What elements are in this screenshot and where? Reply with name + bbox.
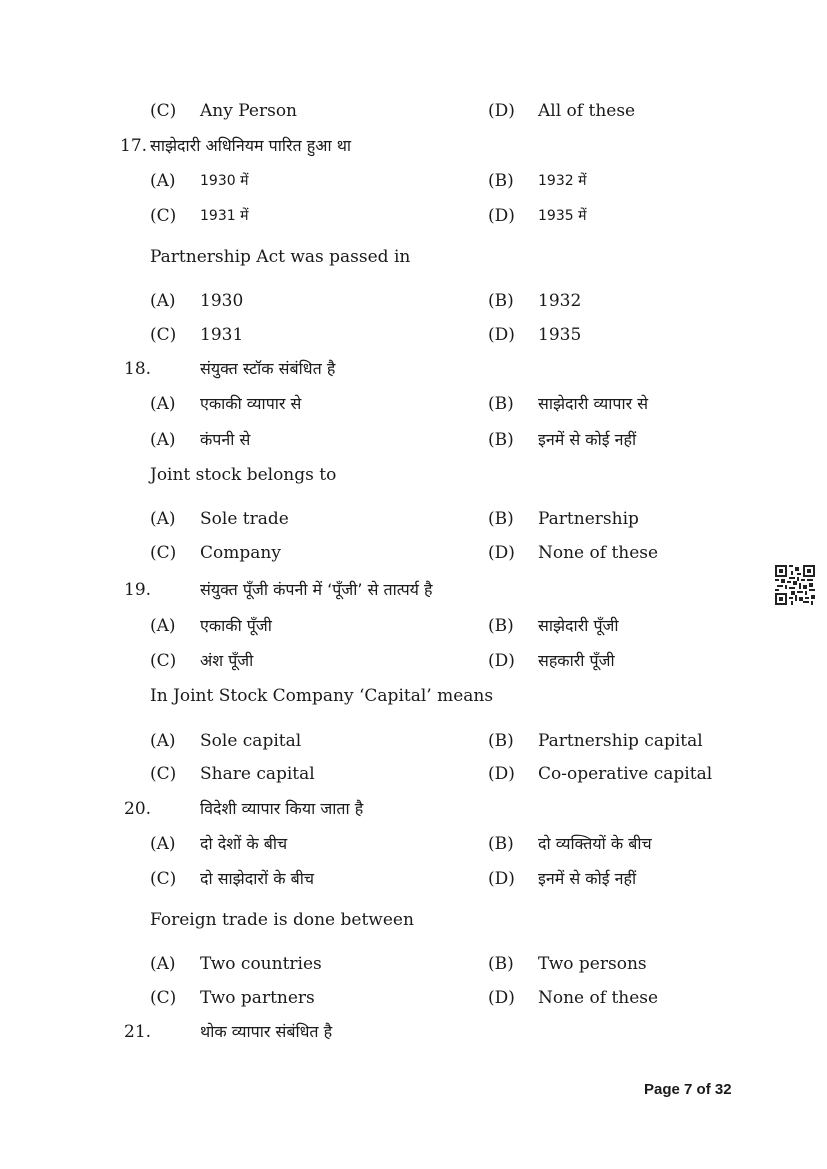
option-text: 1935: [538, 325, 582, 345]
option-label: (D): [488, 869, 515, 889]
option-label: (B): [488, 731, 514, 751]
option-label: (A): [150, 291, 176, 311]
option-label: (D): [488, 543, 515, 563]
question-english: In Joint Stock Company ‘Capital’ means: [150, 686, 494, 706]
option-text: दो देशों के बीच: [200, 834, 288, 853]
option-text: 1930 में: [200, 173, 249, 189]
question-number: 19.: [124, 580, 152, 600]
option-text: अंश पूँजी: [200, 651, 254, 670]
option-label: (A): [150, 616, 176, 636]
option-label: (C): [150, 325, 177, 345]
option-text: None of these: [538, 543, 659, 563]
option-text: Sole capital: [200, 731, 302, 751]
option-text: Two partners: [200, 988, 315, 1008]
option-label: (B): [488, 509, 514, 529]
of-label: of: [696, 1081, 711, 1098]
option-text: 1931 में: [200, 208, 249, 224]
option-text: इनमें से कोई नहीं: [538, 430, 637, 449]
option-text: Two persons: [538, 954, 647, 974]
option-d-label: (D): [488, 101, 515, 121]
option-label: (B): [488, 171, 514, 191]
option-text: एकाकी पूँजी: [200, 616, 272, 635]
option-text: 1930: [200, 291, 244, 311]
option-text: कंपनी से: [200, 430, 251, 449]
option-c-text: Any Person: [200, 101, 298, 121]
option-text: Share capital: [200, 764, 315, 784]
option-label: (B): [488, 430, 514, 450]
option-label: (D): [488, 325, 515, 345]
option-label: (D): [488, 651, 515, 671]
option-text: Co-operative capital: [538, 764, 713, 784]
option-label: (B): [488, 616, 514, 636]
option-label: (A): [150, 834, 176, 854]
option-label: (A): [150, 509, 176, 529]
question-number: 17.: [120, 136, 148, 156]
option-text: साझेदारी व्यापार से: [538, 394, 649, 413]
option-text: 1935 में: [538, 208, 587, 224]
qr-code-icon: [775, 565, 815, 605]
option-label: (C): [150, 543, 177, 563]
question-hindi: संयुक्त स्टॉक संबंधित है: [200, 359, 336, 378]
option-text: Two countries: [200, 954, 322, 974]
option-label: (D): [488, 988, 515, 1008]
option-text: 1932 में: [538, 173, 587, 189]
question-hindi: विदेशी व्यापार किया जाता है: [200, 799, 364, 818]
option-label: (A): [150, 954, 176, 974]
option-text: दो व्यक्तियों के बीच: [538, 834, 652, 853]
question-hindi: साझेदारी अधिनियम पारित हुआ था: [150, 136, 352, 155]
option-label: (D): [488, 764, 515, 784]
option-label: (A): [150, 430, 176, 450]
option-d-text: All of these: [538, 101, 636, 121]
question-english: Foreign trade is done between: [150, 910, 414, 930]
option-text: None of these: [538, 988, 659, 1008]
page-footer: [644, 1080, 732, 1100]
option-text: दो साझेदारों के बीच: [200, 869, 315, 888]
page-total: 32: [714, 1081, 732, 1098]
option-label: (C): [150, 651, 177, 671]
option-label: (D): [488, 206, 515, 226]
option-label: (B): [488, 954, 514, 974]
option-label: (B): [488, 394, 514, 414]
option-text: 1932: [538, 291, 582, 311]
option-label: (A): [150, 394, 176, 414]
option-label: (C): [150, 206, 177, 226]
page-label: Page: [644, 1081, 680, 1098]
option-text: सहकारी पूँजी: [538, 651, 615, 670]
option-label: (A): [150, 731, 176, 751]
question-number: 21.: [124, 1022, 152, 1042]
question-english: Joint stock belongs to: [150, 465, 337, 485]
option-text: इनमें से कोई नहीं: [538, 869, 637, 888]
option-label: (A): [150, 171, 176, 191]
option-text: Sole trade: [200, 509, 289, 529]
option-text: Partnership capital: [538, 731, 703, 751]
question-number: 18.: [124, 359, 152, 379]
question-hindi: संयुक्त पूँजी कंपनी में ‘पूँजी’ से तात्पर्य है: [200, 580, 433, 599]
option-label: (C): [150, 764, 177, 784]
option-text: 1931: [200, 325, 244, 345]
option-label: (B): [488, 834, 514, 854]
option-text: साझेदारी पूँजी: [538, 616, 619, 635]
option-label: (B): [488, 291, 514, 311]
question-hindi: थोक व्यापार संबंधित है: [200, 1022, 333, 1041]
option-text: Partnership: [538, 509, 639, 529]
question-number: 20.: [124, 799, 152, 819]
option-c-label: (C): [150, 101, 177, 121]
option-text: एकाकी व्यापार से: [200, 394, 302, 413]
page-number: 7: [684, 1081, 693, 1098]
option-text: Company: [200, 543, 281, 563]
option-label: (C): [150, 988, 177, 1008]
option-label: (C): [150, 869, 177, 889]
question-english: Partnership Act was passed in: [150, 247, 411, 267]
